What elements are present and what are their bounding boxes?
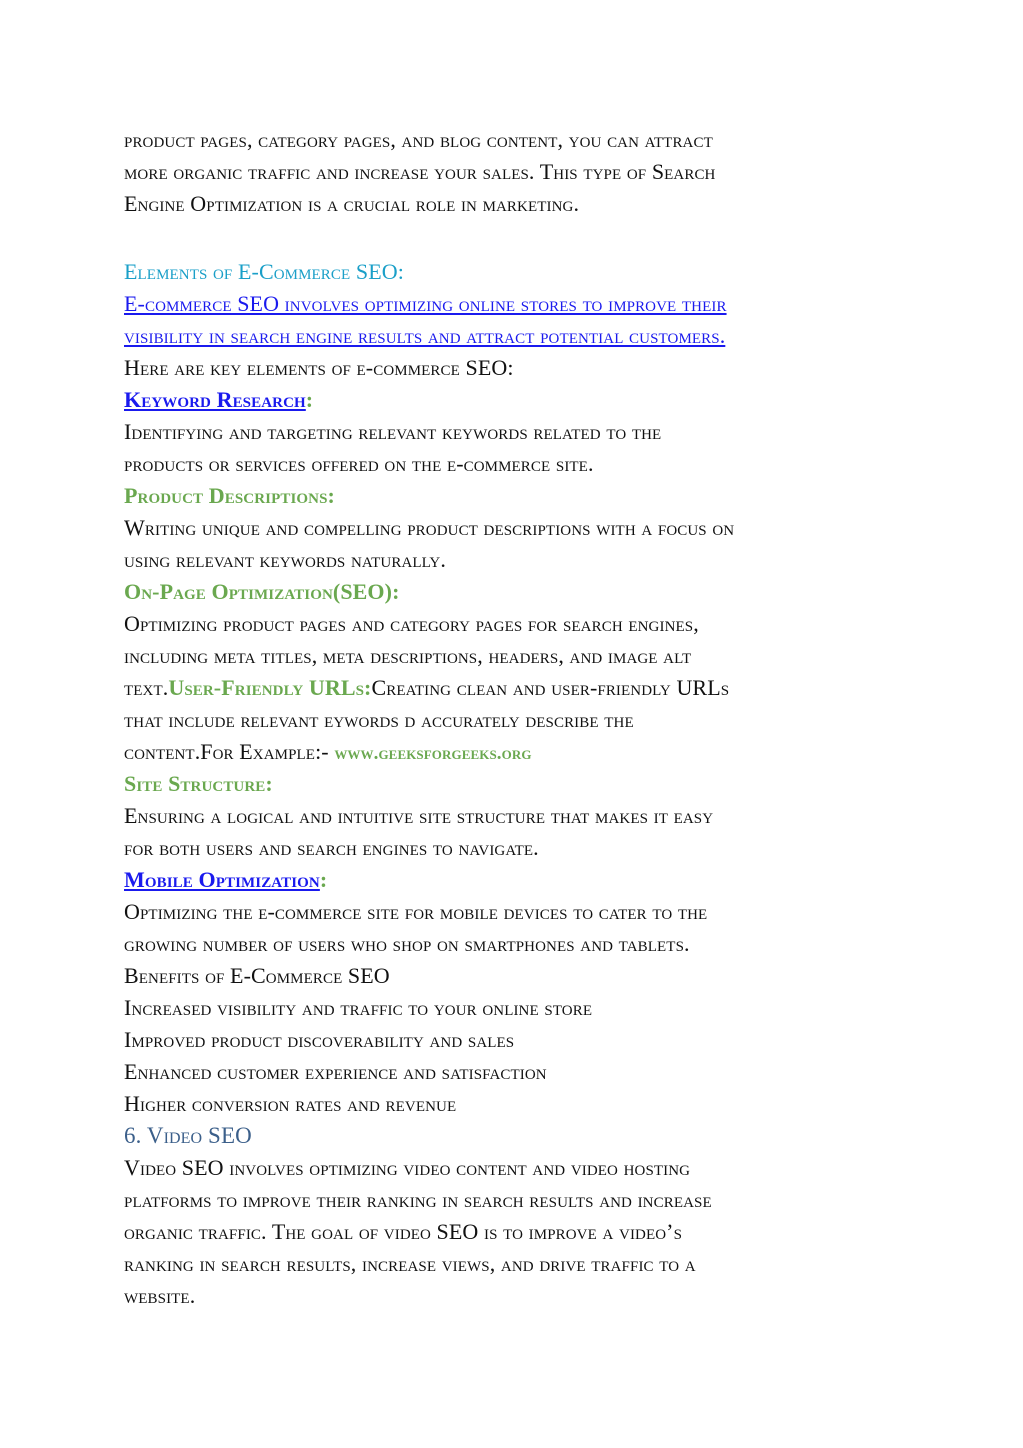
body-text-line: Writing unique and compelling product descriptions with a focus on [124,515,735,540]
body-text-line: ranking in search results, increase views, and drive traffic to a [124,1251,696,1276]
geeksforgeeks-url-link[interactable]: www.geeksforgeeks.org [334,743,532,764]
body-text-line: growing number of users who shop on smartphones and tablets. [124,931,690,956]
benefit-item: Higher conversion rates and revenue [124,1091,457,1116]
body-text-line: Here are key elements of e-commerce SEO: [124,355,514,380]
heading-colon: : [305,387,314,412]
ecommerce-seo-link-continued[interactable]: visibility in search engine results and attract potential customers. [124,323,726,348]
keyword-research-link[interactable]: Keyword Research [124,387,306,412]
body-text-line: Optimizing product pages and category pages for search engines, [124,611,699,636]
body-text-line: platforms to improve their ranking in search results and increase [124,1187,712,1212]
body-text-line: products or services offered on the e-commerce site. [124,451,594,476]
body-text-line: that include relevant eywords d accurately describe the [124,707,634,732]
body-text-line: Identifying and targeting relevant keywords related to the [124,419,662,444]
benefits-heading: Benefits of E-Commerce SEO [124,963,390,988]
body-text-line: product pages, category pages, and blog content, you can attract [124,127,713,152]
example-line [124,736,904,768]
body-text-line: Optimizing the e-commerce site for mobile devices to cater to the [124,899,708,924]
body-text-line: Engine Optimization is a crucial role in marketing. [124,191,580,216]
mobile-optimization-link[interactable]: Mobile Optimization [124,867,320,892]
body-text-fragment: text. [124,675,169,700]
section-heading-on-page: On-Page Optimization(SEO): [124,579,400,604]
body-text-line: for both users and search engines to navigate. [124,835,539,860]
ecommerce-seo-link[interactable]: E-commerce SEO involves optimizing online stores to improve their [124,291,727,316]
body-text-line: website. [124,1283,196,1308]
body-text-line: Ensuring a logical and intuitive site structure that makes it easy [124,803,714,828]
paragraph-gap [124,220,904,256]
section-heading-video-seo: 6. Video SEO [124,1123,252,1148]
body-text-line: using relevant keywords naturally. [124,547,446,572]
body-text-line: more organic traffic and increase your sales. This type of Search [124,159,716,184]
body-text-fragment: Creating clean and user-friendly URLs [371,675,730,700]
section-heading-product-descriptions: Product Descriptions: [124,483,335,508]
section-heading-elements: Elements of E-Commerce SEO: [124,259,404,284]
benefit-item: Improved product discoverability and sales [124,1027,515,1052]
body-text-line: organic traffic. The goal of video SEO is to improve a video’s [124,1219,683,1244]
section-heading-user-friendly-urls: User-Friendly URLs: [168,675,372,700]
section-heading-site-structure: Site Structure: [124,771,273,796]
body-text-line: Video SEO involves optimizing video content and video hosting [124,1155,691,1180]
body-text-fragment: content.For Example:- [124,739,335,764]
mixed-text-line [124,672,904,704]
body-text-line: including meta titles, meta descriptions, headers, and image alt [124,643,692,668]
benefit-item: Increased visibility and traffic to your online store [124,995,593,1020]
heading-colon: : [319,867,328,892]
document-page [124,124,904,1312]
benefit-item: Enhanced customer experience and satisfaction [124,1059,547,1084]
